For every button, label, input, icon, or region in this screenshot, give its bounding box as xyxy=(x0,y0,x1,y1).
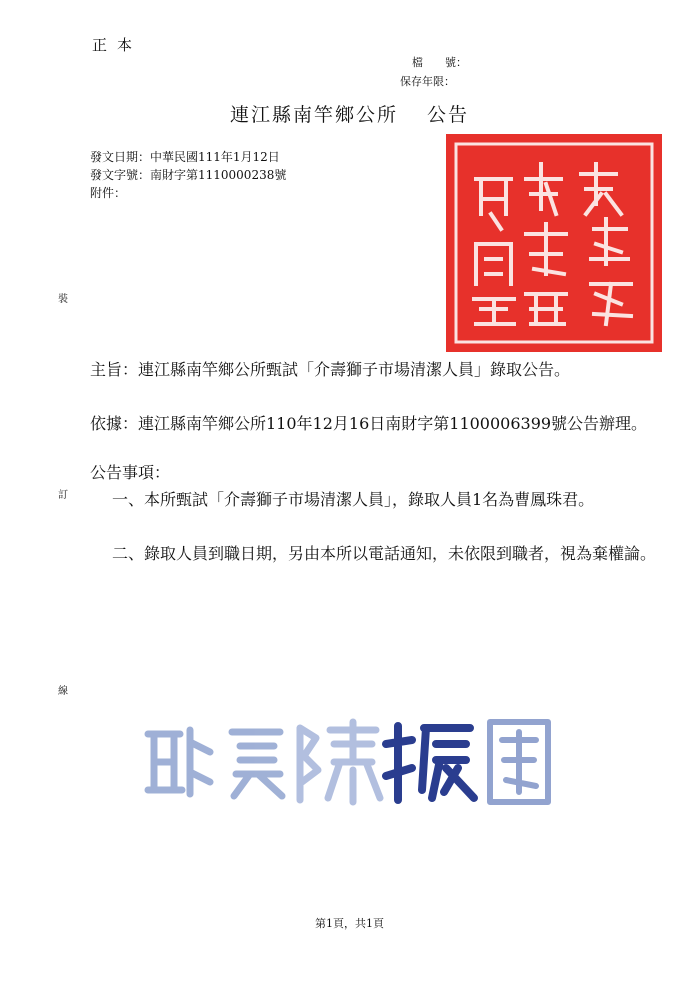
announcement-item: 一、本所甄試「介壽獅子市場清潔人員」，錄取人員1名為曹鳳珠君。 xyxy=(112,490,595,509)
retention-period-label: 保存年限： xyxy=(400,75,455,88)
signature-graphic xyxy=(140,712,560,808)
issue-number: 發文字號：南財字第1110000238號 xyxy=(90,168,287,182)
announcement-item: 二、錄取人員到職日期，另由本所以電話通知，未依限到職者，視為棄權論。 xyxy=(112,544,657,563)
subject-paragraph: 主旨：連江縣南竿鄉公所甄試「介壽獅子市場清潔人員」錄取公告。 xyxy=(90,360,571,379)
binding-mark-zhuang: 裝 xyxy=(58,294,68,305)
page-number: 第1頁，共1頁 xyxy=(315,917,384,930)
basis-paragraph: 依據：連江縣南竿鄉公所110年12月16日南財字第1100006399號公告辦理。 xyxy=(90,414,648,433)
binding-mark-xian: 線 xyxy=(58,686,68,697)
binding-mark-ding: 訂 xyxy=(58,490,68,501)
signature-stamp xyxy=(140,712,560,808)
document-title: 連江縣南竿鄉公所 公告 xyxy=(230,104,470,126)
copy-type-label: 正本 xyxy=(92,36,143,54)
archive-number-label: 檔 號： xyxy=(412,56,467,69)
issue-date: 發文日期：中華民國111年1月12日 xyxy=(90,150,280,164)
official-seal-stamp xyxy=(446,134,662,352)
announcement-items-heading: 公告事項： xyxy=(90,463,171,482)
attachment-label: 附件： xyxy=(90,186,127,200)
seal-graphic xyxy=(446,134,662,352)
